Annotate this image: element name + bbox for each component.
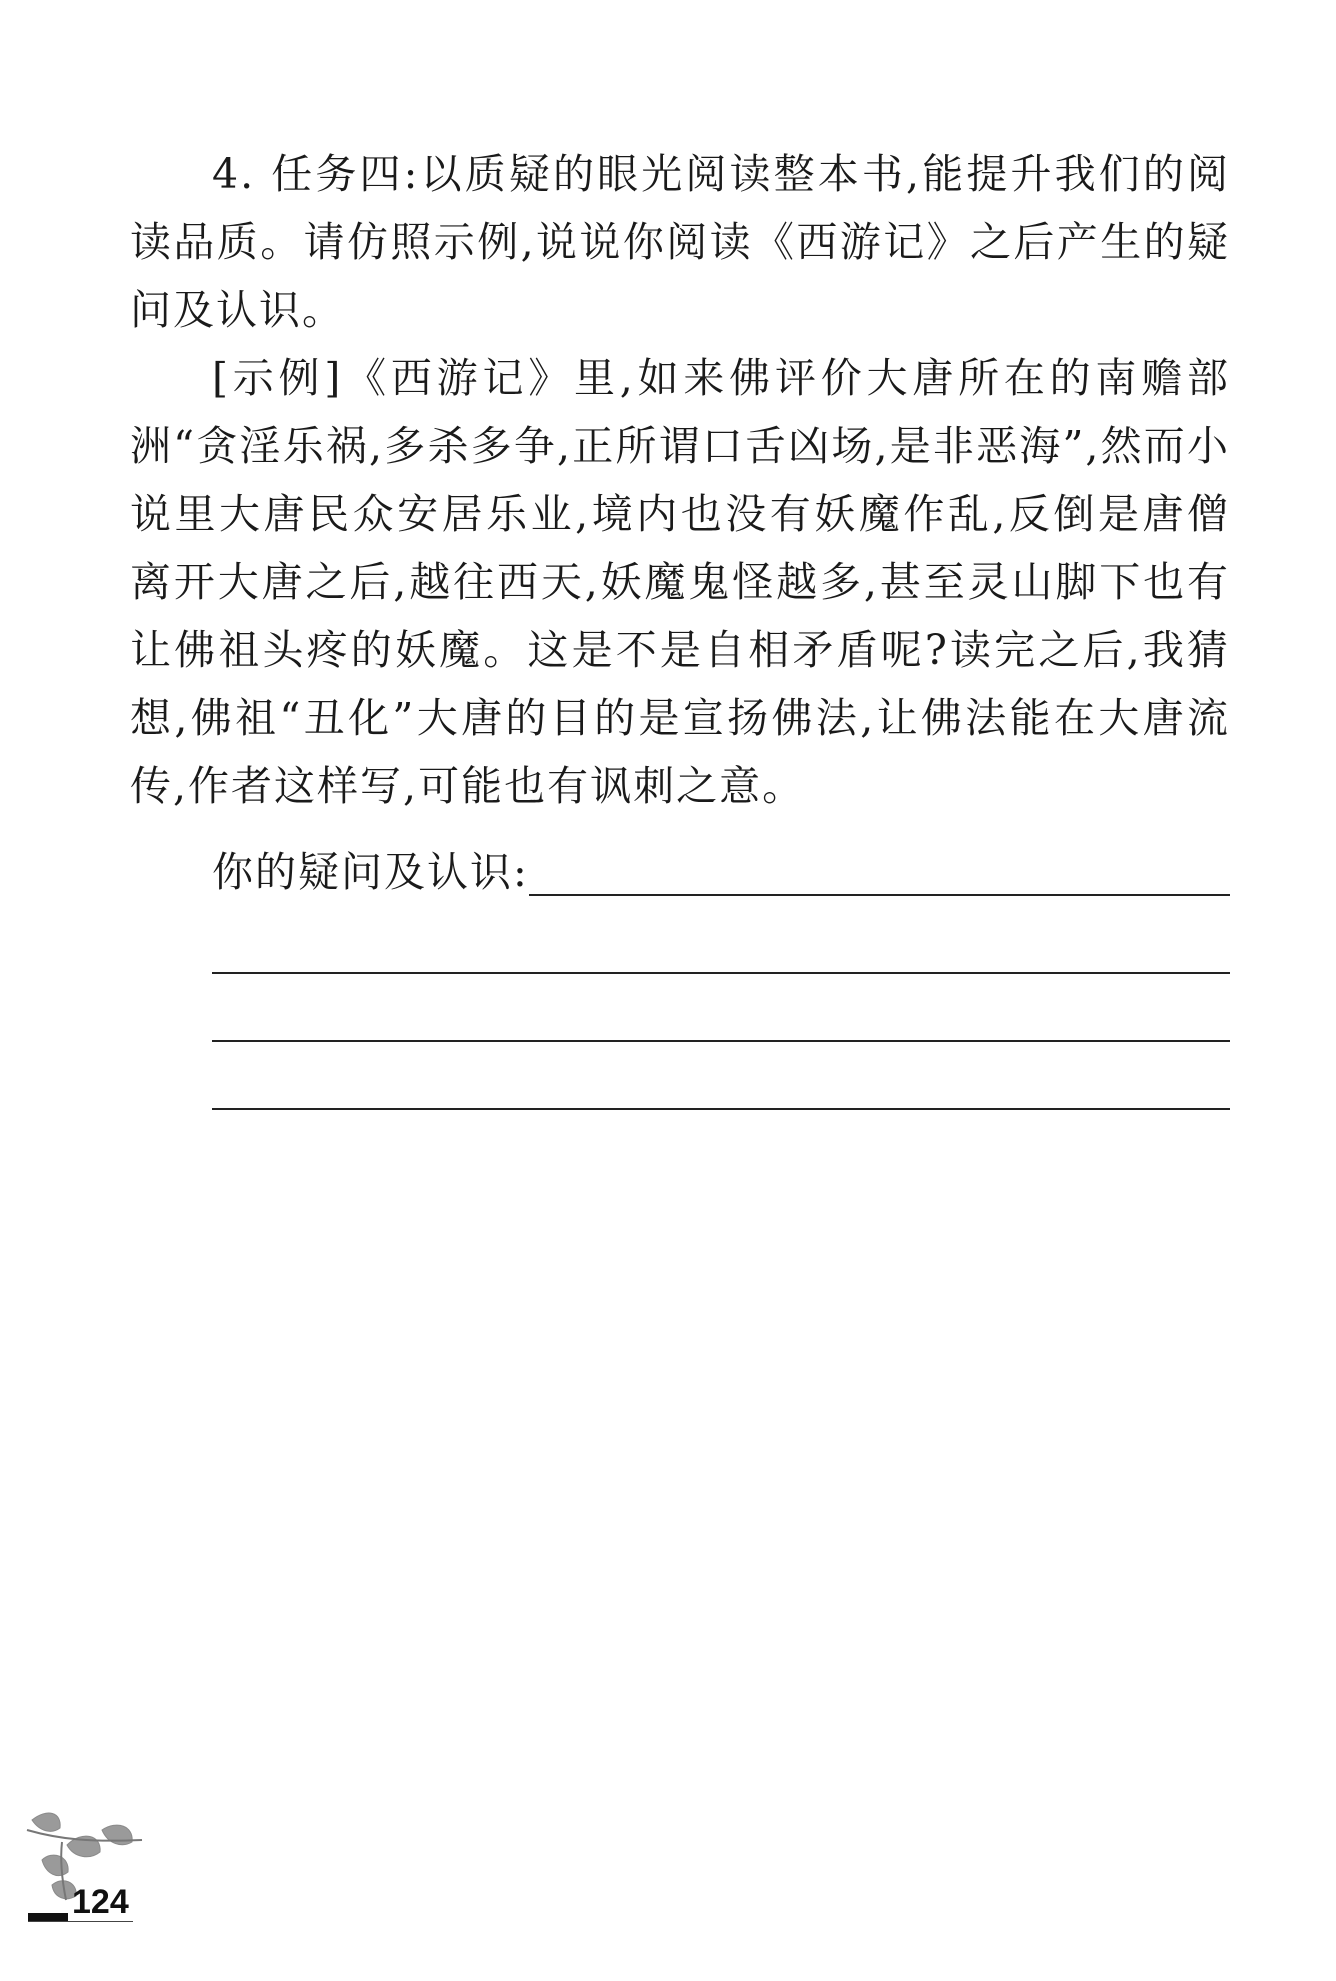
answer-line[interactable] (212, 906, 1230, 974)
answer-line[interactable] (212, 974, 1230, 1042)
example-text: [示例]《西游记》里,如来佛评价大唐所在的南赡部洲“贪淫乐祸,多杀多争,正所谓口舌凶场,是非恶海”,然而小说里大唐民众安居乐业,境内也没有妖魔作乱,反倒是唐僧离开大唐之后,越往西天,妖魔鬼怪越多,甚至灵山脚下也有让佛祖头疼的妖魔。这是不是自相矛盾呢?读完之后,我猜想,佛祖“丑化”大唐的目的是宣扬佛法,让佛法能在大唐流传,作者这样写,可能也有讽刺之意。 (130, 354, 1230, 810)
footer-bar (28, 1913, 68, 1921)
question-block (130, 140, 1230, 820)
answer-label: 你的疑问及认识: (212, 848, 529, 896)
answer-area[interactable] (212, 838, 1230, 1110)
answer-line[interactable] (212, 1042, 1230, 1110)
answer-first-row (212, 838, 1230, 906)
answer-line[interactable] (529, 894, 1230, 896)
question-prompt: 4. 任务四:以质疑的眼光阅读整本书,能提升我们的阅读品质。请仿照示例,说说你阅读《西游记》之后产生的疑问及认识。 (130, 150, 1230, 334)
footer-rule (28, 1921, 133, 1922)
page-number: 124 (72, 1883, 129, 1921)
